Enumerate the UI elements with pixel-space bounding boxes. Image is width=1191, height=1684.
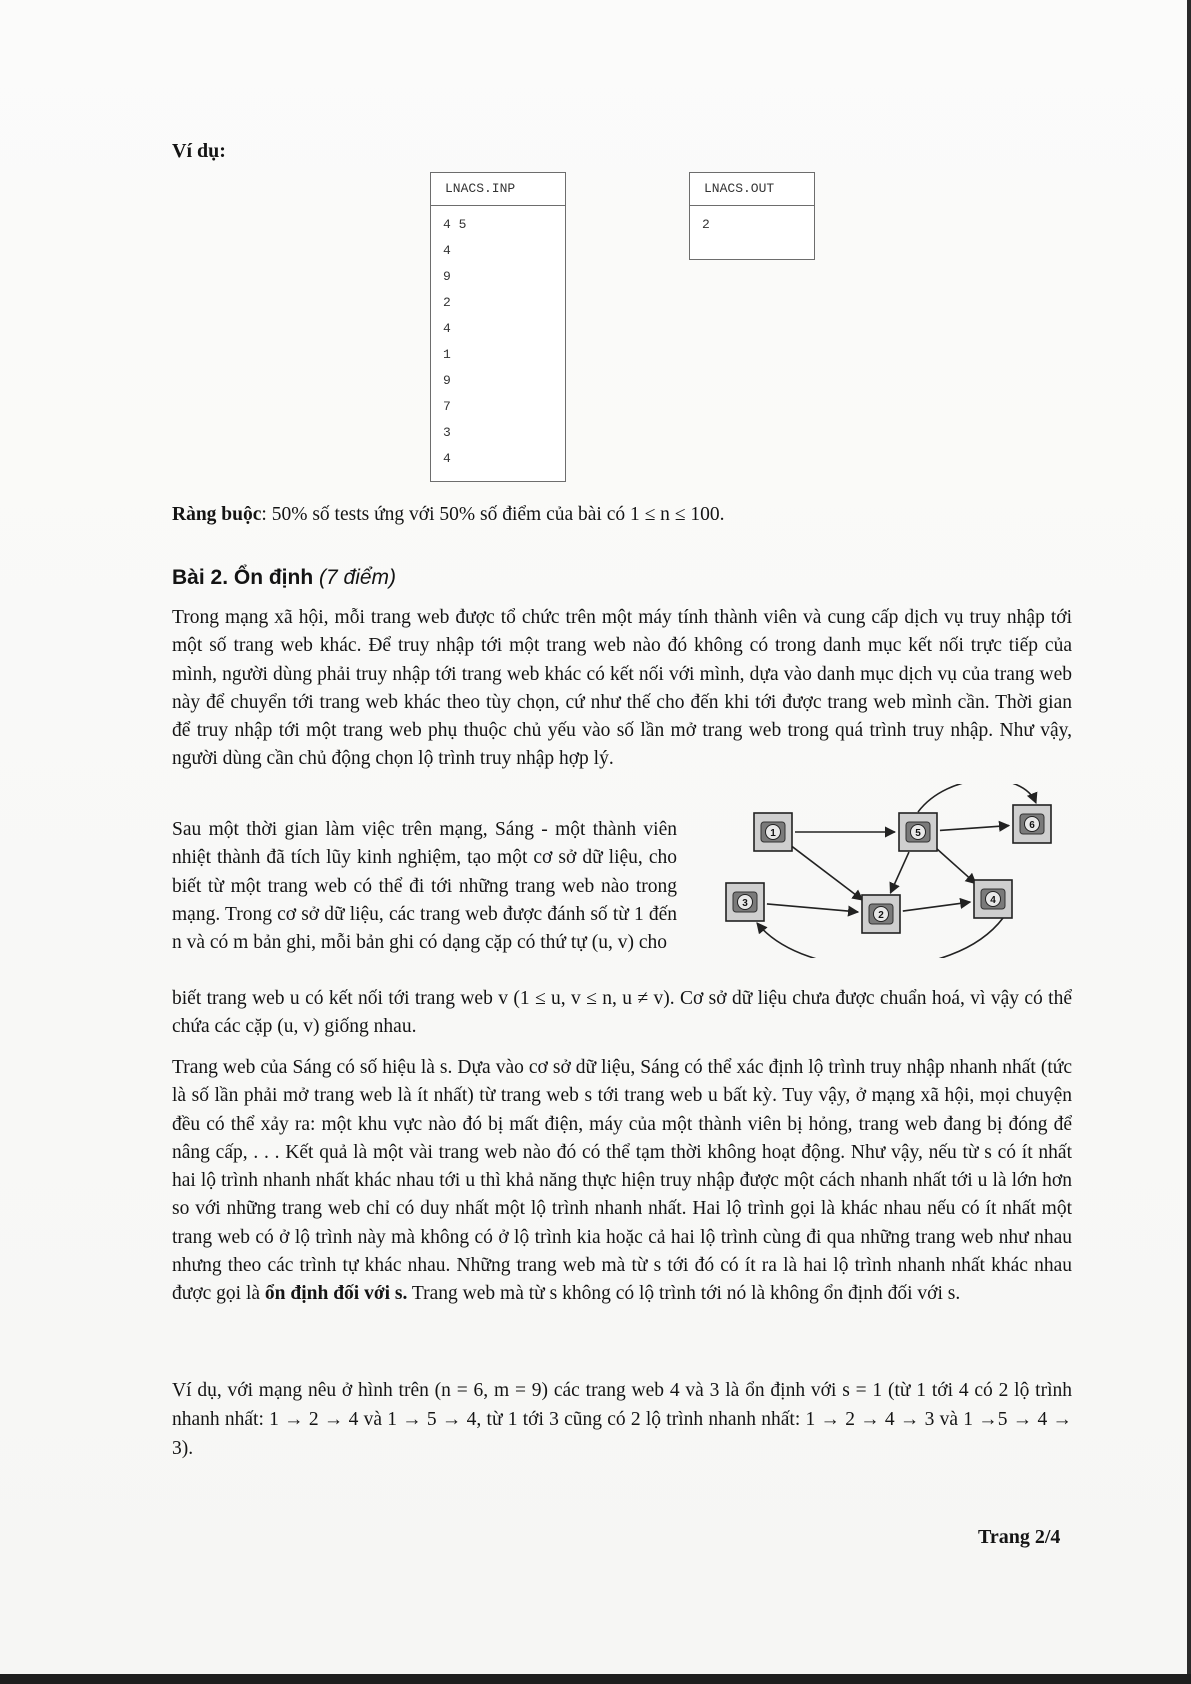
scan-edge-bottom bbox=[0, 1674, 1191, 1684]
input-file-line: 3 bbox=[443, 425, 451, 440]
graph-node-3 bbox=[726, 883, 764, 921]
network-graph-figure bbox=[713, 784, 1079, 958]
input-file-content bbox=[431, 206, 565, 472]
input-file-line: 9 bbox=[443, 373, 451, 388]
paragraph-4 bbox=[172, 1376, 1072, 1463]
input-file-box bbox=[430, 172, 566, 482]
paragraph-3b-text: Trang web mà từ s không có lộ trình tới nó là không ổn định đối với s. bbox=[407, 1283, 961, 1305]
constraint-line bbox=[172, 501, 1072, 529]
output-file-line: 2 bbox=[702, 217, 710, 232]
input-file-line: 4 bbox=[443, 451, 451, 466]
graph-edge-5-2 bbox=[890, 852, 908, 893]
graph-edge-5-4 bbox=[934, 847, 975, 884]
scan-edge-right bbox=[1187, 0, 1191, 1684]
graph-node-2 bbox=[862, 895, 900, 933]
paragraph-3a-text: Trang web của Sáng có số hiệu là s. Dựa vào cơ sở dữ liệu, Sáng có thể xác định lộ trình truy nhập nhanh nhất (tức là số lần phải mở trang web là ít nhất) từ trang web s tới trang web u bất kỳ. Tuy vậy, ở mạng xã hội, mọi chuyện đều có thể xảy ra: một khu vực nào đó bị mất điện, máy của một thành viên bị hỏng, trang web đang bị đóng để nâng cấp, . . . Kết quả là một vài trang web nào đó có thể tạm thời không hoạt động. Như vậy, nếu từ s có ít nhất hai lộ trình nhanh nhất khác nhau tới u thì khả năng thực hiện truy nhập được một cách nhanh nhất tới u là lớn hơn so với những trang web chỉ có duy nhất một lộ trình nhanh nhất. Hai lộ trình gọi là khác nhau nếu có ít nhất một trang web có ở lộ trình này mà không có ở lộ trình kia hoặc cả hai lộ trình cùng đi qua những trang web như nhau nhưng theo các trình tự khác nhau. Những trang web mà từ s tới đó có ít ra là hai lộ trình nhanh nhất khác nhau được gọi là bbox=[172, 1057, 1072, 1305]
paragraph-2b-text: biết trang web u có kết nối tới trang web v (1 ≤ u, v ≤ n, u ≠ v). Cơ sở dữ liệu chưa được chuẩn hoá, vì vậy có thể chứa các cặp (u, v) giống nhau. bbox=[172, 988, 1072, 1038]
paragraph-2a-text: Sau một thời gian làm việc trên mạng, Sáng - một thành viên nhiệt thành đã tích lũy kinh nghiệm, tạo một cơ sở dữ liệu, cho biết từ một trang web có thể đi tới những trang web nào trong mạng. Trong cơ sở dữ liệu, các trang web được đánh số từ 1 đến n và có m bản ghi, mỗi bản ghi có dạng cặp có thứ tự (u, v) cho bbox=[172, 819, 677, 954]
paragraph-1-text: Trong mạng xã hội, mỗi trang web được tổ chức trên một máy tính thành viên và cung cấp dịch vụ truy nhập tới một số trang web khác. Để truy nhập tới một trang web nào đó không có trong danh mục kết nối trực tiếp của mình, người dùng phải truy nhập tới trang web khác có kết nối với mình, dựa vào danh mục dịch vụ của trang web này để chuyển tới trang web khác theo tùy chọn, cứ như thế cho đến khi tới được trang web mình cần. Thời gian để truy nhập tới một trang web phụ thuộc chủ yếu vào số lần mở trang web trong quá trình truy nhập. Như vậy, người dùng cần chủ động chọn lộ trình truy nhập hợp lý. bbox=[172, 607, 1072, 770]
problem-2-heading bbox=[172, 566, 396, 590]
graph-edge-2-4 bbox=[903, 902, 970, 911]
input-file-line: 1 bbox=[443, 347, 451, 362]
paragraph-3 bbox=[172, 1054, 1072, 1309]
input-file-line: 4 5 bbox=[443, 217, 467, 232]
graph-node-label: 4 bbox=[990, 895, 996, 906]
stability-definition: ổn định đối với s. bbox=[264, 1283, 408, 1305]
constraint-label: Ràng buộc bbox=[172, 504, 262, 525]
paragraph-4-text: Ví dụ, với mạng nêu ở hình trên (n = 6, m = 9) các trang web 4 và 3 là ổn định với s = 1 (từ 1 tới 4 có 2 lộ trình nhanh nhất: 1 → 2 → 4 và 1 → 5 → 4, từ 1 tới 3 cũng có 2 lộ trình nhanh nhất: 1 → 2 → 4 → 3 và 1 →5 → 4 → 3). bbox=[172, 1380, 1072, 1459]
graph-edge-3-2 bbox=[767, 904, 858, 912]
graph-node-1 bbox=[754, 813, 792, 851]
input-file-line: 7 bbox=[443, 399, 451, 414]
graph-node-label: 6 bbox=[1029, 820, 1035, 831]
example-heading: Ví dụ: bbox=[172, 140, 226, 162]
graph-nodes bbox=[726, 805, 1051, 933]
page-number: Trang 2/4 bbox=[978, 1526, 1061, 1548]
paragraph-2-part-1 bbox=[172, 816, 677, 957]
graph-node-4 bbox=[974, 880, 1012, 918]
input-file-line: 9 bbox=[443, 269, 451, 284]
graph-node-label: 1 bbox=[770, 828, 776, 839]
graph-node-5 bbox=[899, 813, 937, 851]
input-file-line: 4 bbox=[443, 243, 451, 258]
problem-2-points: (7 điểm) bbox=[319, 566, 397, 589]
output-file-name: LNACS.OUT bbox=[690, 173, 814, 206]
output-file-box bbox=[689, 172, 815, 260]
graph-edge-5-6 bbox=[940, 826, 1009, 831]
paragraph-2-part-2 bbox=[172, 985, 1072, 1042]
constraint-text: : 50% số tests ứng với 50% số điểm của bài có 1 ≤ n ≤ 100. bbox=[261, 504, 725, 525]
problem-2-title: Bài 2. Ổn định bbox=[172, 566, 314, 589]
input-file-line: 2 bbox=[443, 295, 451, 310]
graph-edge-1-2 bbox=[791, 845, 863, 900]
input-file-line: 4 bbox=[443, 321, 451, 336]
paragraph-1 bbox=[172, 604, 1072, 774]
graph-node-label: 3 bbox=[742, 898, 748, 909]
input-file-name: LNACS.INP bbox=[431, 173, 565, 206]
graph-node-label: 2 bbox=[878, 910, 884, 921]
graph-node-label: 5 bbox=[915, 828, 921, 839]
graph-node-6 bbox=[1013, 805, 1051, 843]
output-file-content bbox=[690, 206, 814, 238]
